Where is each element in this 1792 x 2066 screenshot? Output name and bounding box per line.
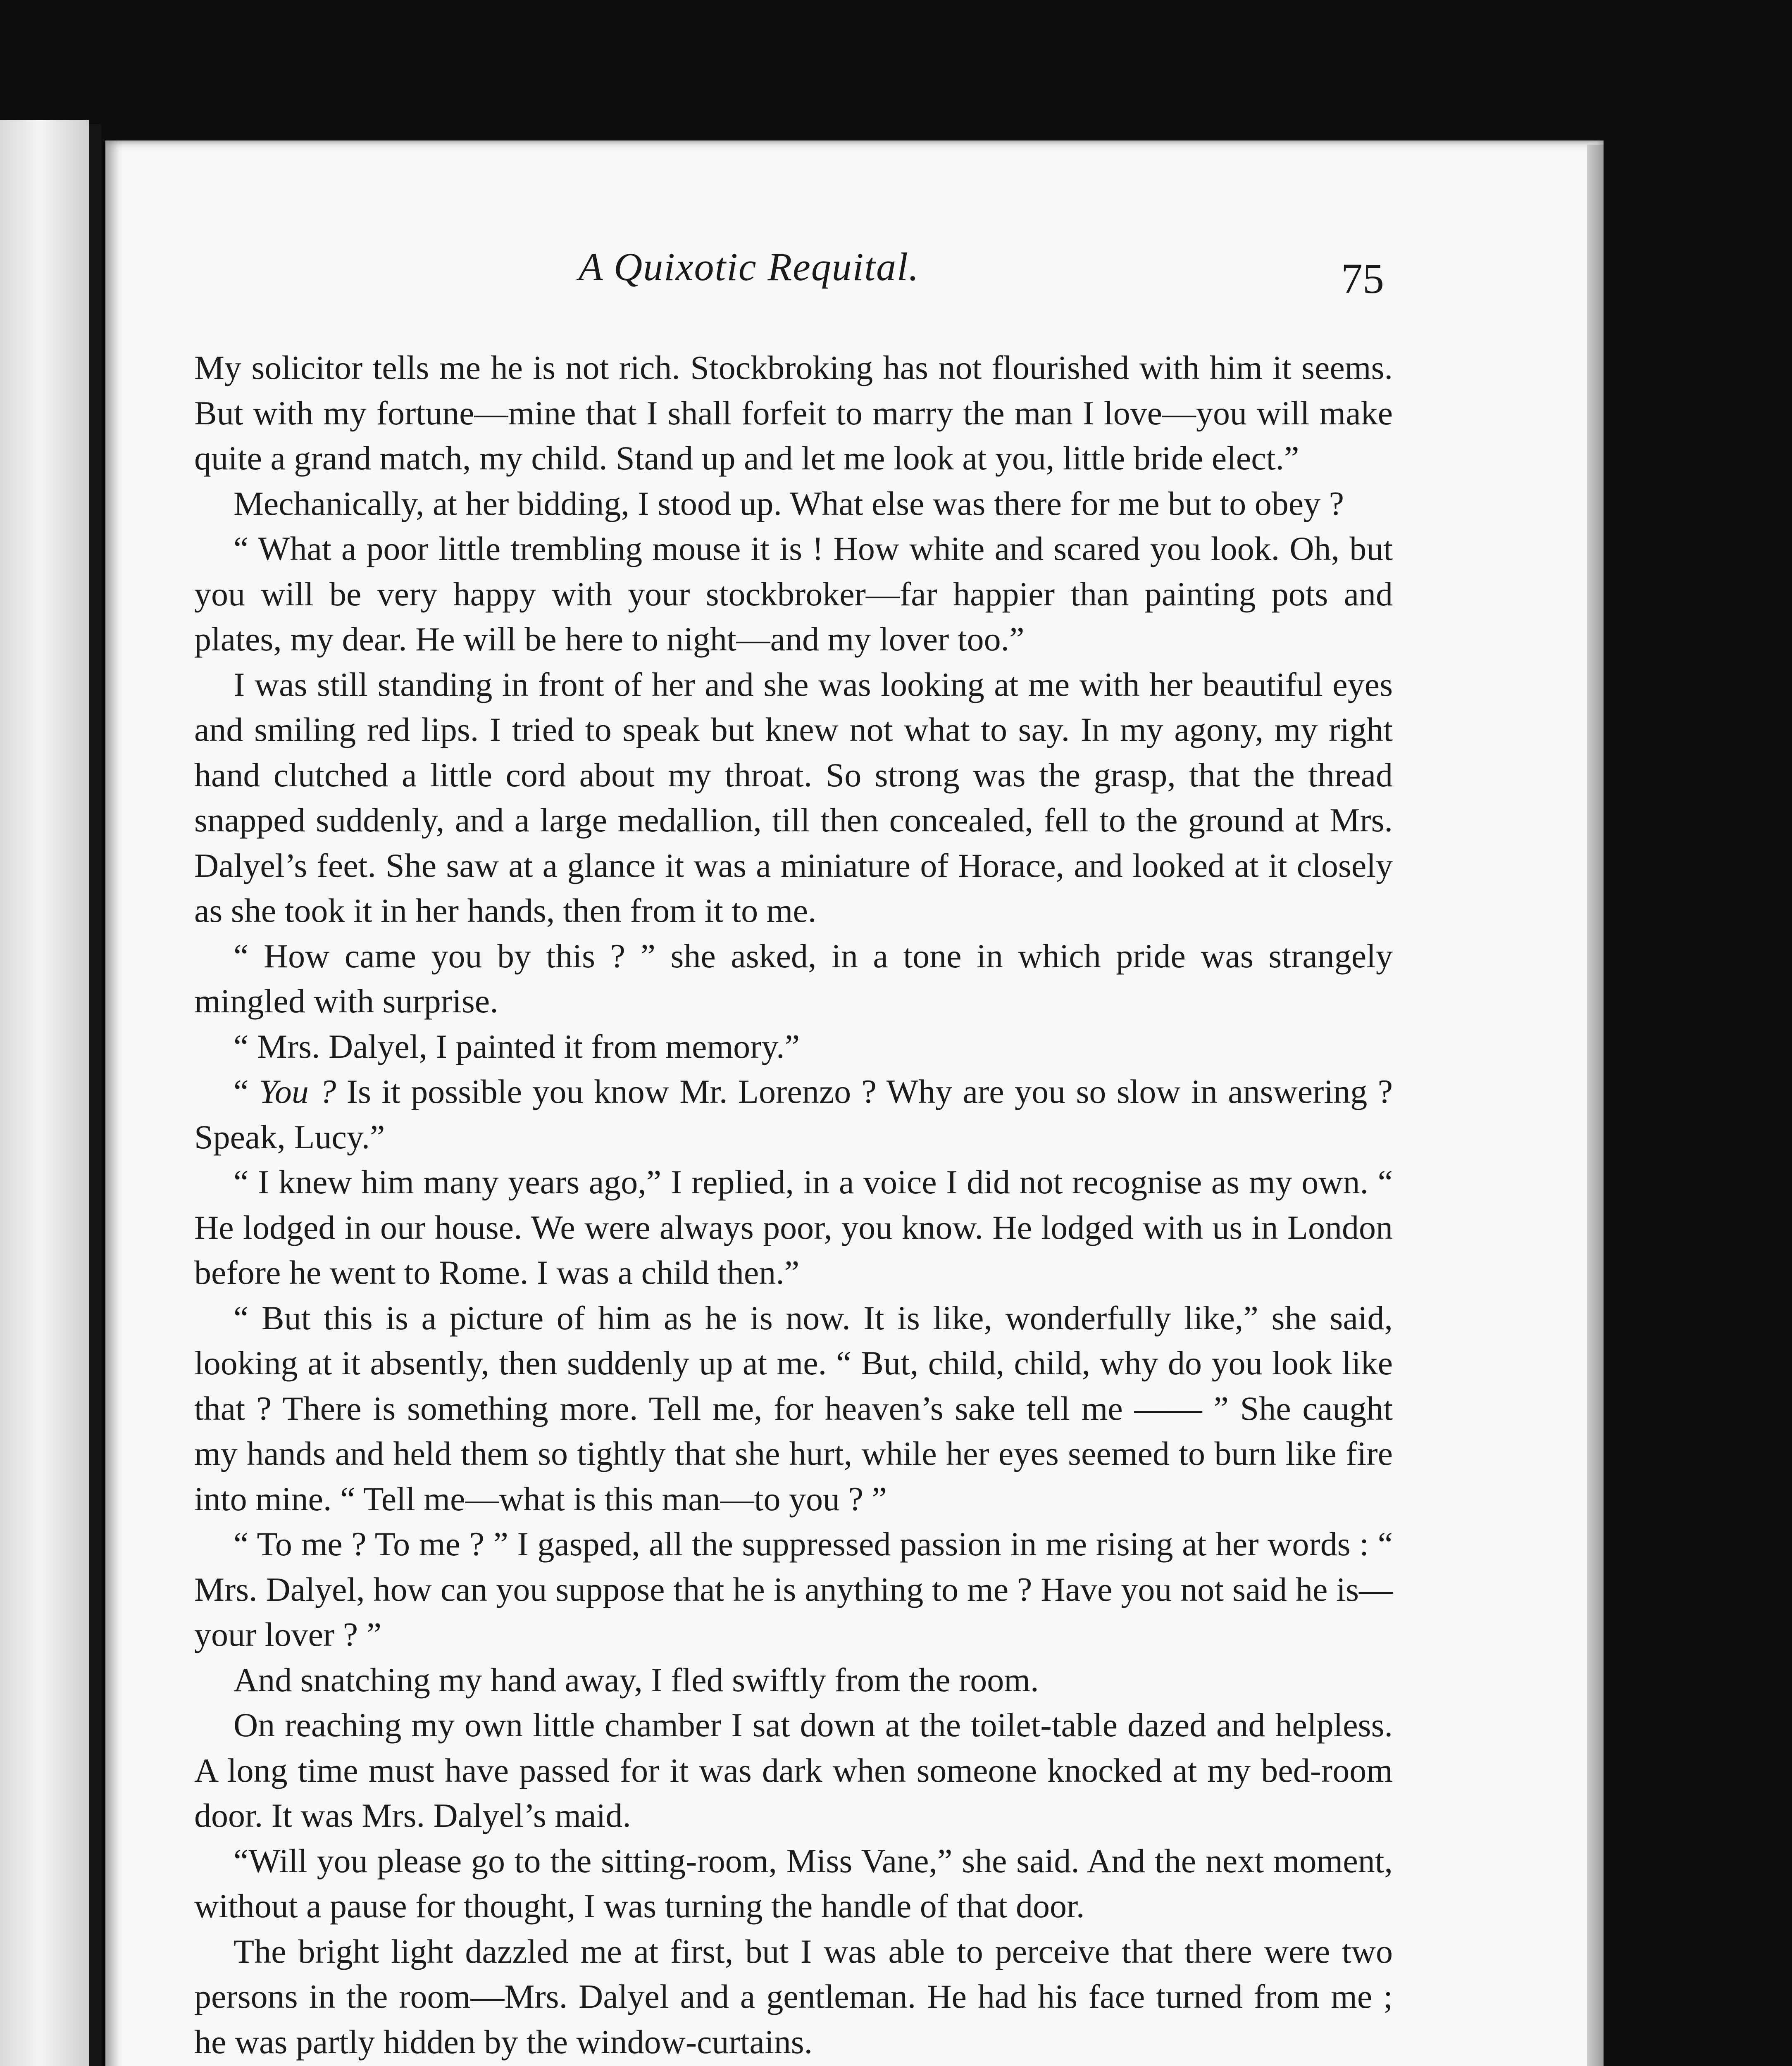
paragraph-8: “ I knew him many years ago,” I replied, in a voice I did not recognise as my own. “ He lodged in our house. We were always poor, you know. He lodged with us in London before he went to Rome. I was a child then.” <box>194 1163 1393 1291</box>
paragraph-7-rest: Is it possible you know Mr. Lorenzo ? Why are you so slow in answering ? Speak, Lucy.” <box>194 1073 1393 1156</box>
book-gutter <box>89 124 101 2066</box>
running-title: A Quixotic Requital. <box>579 245 920 289</box>
paragraph-7-open-quote: “ <box>234 1073 259 1110</box>
paragraph-11: And snatching my hand away, I fled swiftly from the room. <box>234 1661 1039 1699</box>
paragraph-1: My solicitor tells me he is not rich. Stockbroking has not flourished with him it seems. But with my fortune—mine that I shall forfeit to marry the man I love—you will make quite a grand match, my child. Stand up and let me look at you, little bride elect.” <box>194 349 1393 477</box>
paragraph-3: “ What a poor little trembling mouse it is ! How white and scared you look. Oh, but you will be very happy with your stockbroker—far happier than painting pots and plates, my dear. He will be here to night—and my lover too.” <box>194 530 1393 658</box>
page-number: 75 <box>1341 255 1384 302</box>
facing-page-edge <box>0 120 89 2066</box>
paragraph-12: On reaching my own little chamber I sat down at the toilet-table dazed and helpless. A long time must have passed for it was dark when someone knocked at my bed-room door. It was Mrs. Dalyel’s maid. <box>194 1706 1393 1834</box>
page-right-edge <box>1587 145 1604 2066</box>
paragraph-10: “ To me ? To me ? ” I gasped, all the suppressed passion in me rising at her words : “ Mrs. Dalyel, how can you suppose that he is anything to me ? Have you not said he is—your lover ? ” <box>194 1525 1393 1653</box>
paragraph-14: The bright light dazzled me at first, but I was able to perceive that there were two persons in the room—Mrs. Dalyel and a gentleman. He had his face turned from me ; he was partly hidden by the window-curtains. <box>194 1932 1393 2061</box>
paragraph-6: “ Mrs. Dalyel, I painted it from memory.” <box>234 1027 800 1065</box>
body-text <box>194 345 1393 2064</box>
paragraph-7-emphasis: You ? <box>259 1073 336 1110</box>
paragraph-2: Mechanically, at her bidding, I stood up. What else was there for me but to obey ? <box>234 484 1344 522</box>
paragraph-7 <box>194 1069 1393 1159</box>
paragraph-13: “Will you please go to the sitting-room, Miss Vane,” she said. And the next moment, without a pause for thought, I was turning the handle of that door. <box>194 1842 1393 1925</box>
paragraph-5: “ How came you by this ? ” she asked, in a tone in which pride was strangely mingled with surprise. <box>194 937 1393 1020</box>
paragraph-9: “ But this is a picture of him as he is now. It is like, wonderfully like,” she said, looking at it absently, then suddenly up at me. “ But, child, child, why do you look like that ? There is something more. Tell me, for heaven’s sake tell me —— ” She caught my hands and held them so tightly that she hurt, while her eyes seemed to burn like fire into mine. “ Tell me—what is this man—to you ? ” <box>194 1299 1393 1518</box>
paragraph-4: I was still standing in front of her and she was looking at me with her beautiful eyes and smiling red lips. I tried to speak but knew not what to say. In my agony, my right hand clutched a little cord about my throat. So strong was the grasp, that the thread snapped suddenly, and a large medallion, till then concealed, fell to the ground at Mrs. Dalyel’s feet. She saw at a glance it was a miniature of Horace, and looked at it closely as she took it in her hands, then from it to me. <box>194 665 1393 929</box>
